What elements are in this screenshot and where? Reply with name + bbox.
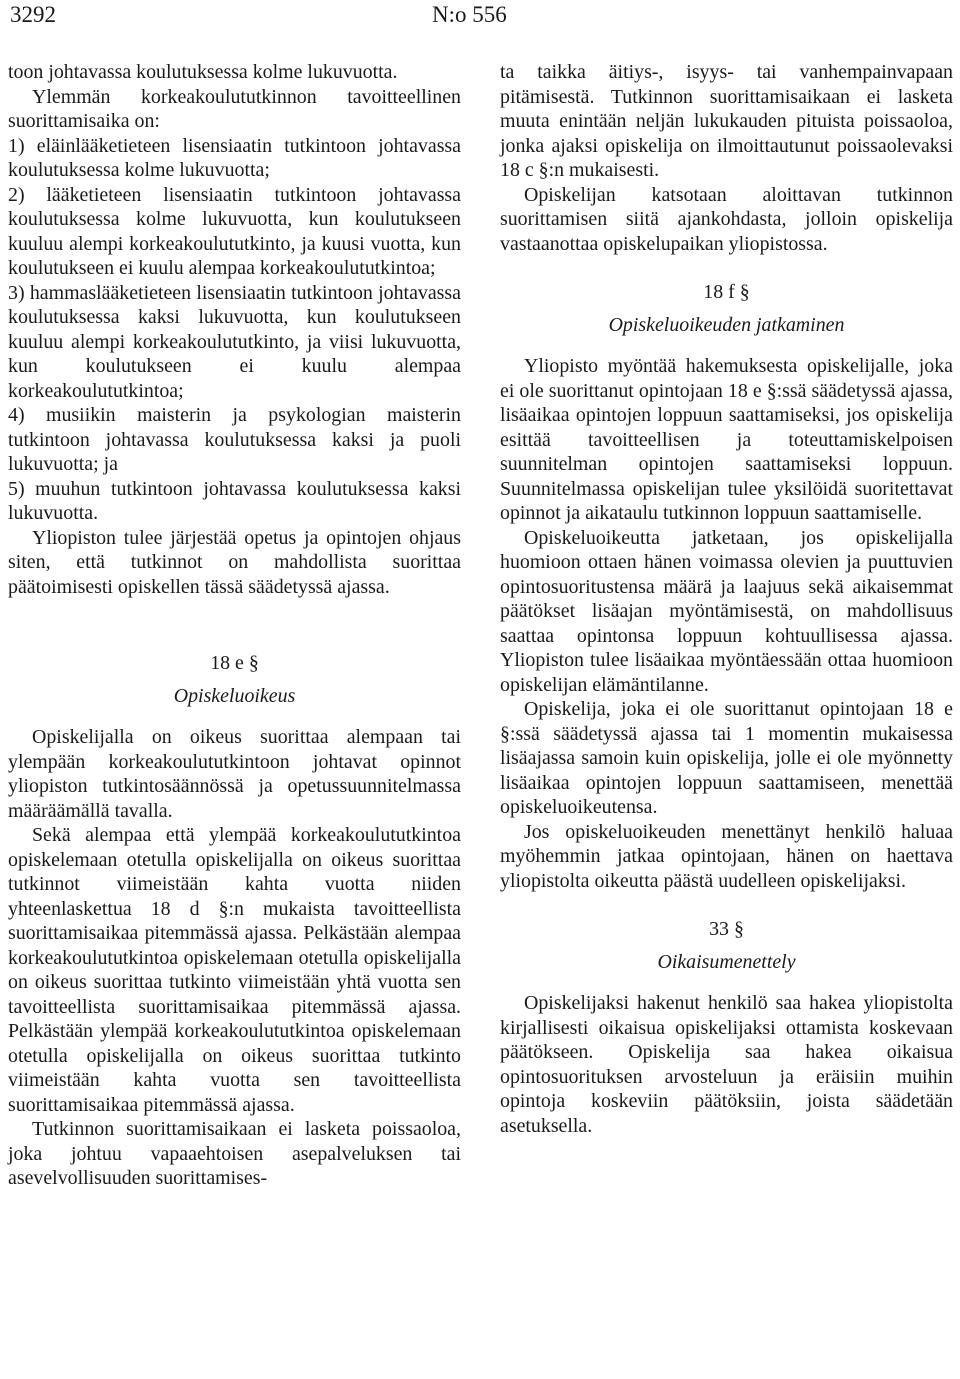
page-number: 3292 xyxy=(10,2,56,27)
paragraph: Ylemmän korkeakoulututkinnon tavoitteellinen suorittamisaika on: xyxy=(8,85,461,132)
paragraph: Opiskelija, joka ei ole suorittanut opintojaan 18 e §:ssä säädetyssä ajassa tai 1 momentin mukaisessa lisäajassa samoin kuin opiskelija, jolle ei ole myönnetty lisäaikaa opintojen loppuun saattamiseen, menettää opiskeluoikeutensa. xyxy=(500,698,953,818)
paragraph: ta taikka äitiys-, isyys- tai vanhempainvapaan pitämisestä. Tutkinnon suorittamisaikaan ei lasketa muuta enintään neljän lukukauden pituista poissaoloa, jonka ajaksi opiskelija on ilmoittautunut poissaolevaksi 18 c §:n mukaisesti. xyxy=(500,61,953,181)
right-column xyxy=(500,60,953,1138)
section-number: 18 e § xyxy=(210,652,259,674)
list-item: 1) eläinlääketieteen lisensiaatin tutkintoon johtavassa koulutuksessa kolme lukuvuotta; xyxy=(8,134,461,181)
section-number: 18 f § xyxy=(703,281,750,303)
list-item: 3) hammaslääketieteen lisensiaatin tutkintoon johtavassa koulutuksessa kaksi lukuvuotta, kun koulutukseen kuuluu alempi korkeakoulututkinto, ja viisi lukuvuotta, kun koulutukseen ei kuulu alempaa korkeakoulututkintoa; xyxy=(8,281,461,402)
page-header xyxy=(0,0,960,40)
paragraph: toon johtavassa koulutuksessa kolme lukuvuotta. xyxy=(8,61,398,83)
paragraph: Opiskelijalla on oikeus suorittaa alempaan tai ylempään korkeakoulututkintoon johtavat opinnot yliopiston tutkintosäännössä ja opetussuunnitelmassa määräämällä tavalla. xyxy=(8,726,461,822)
paragraph: Tutkinnon suorittamisaikaan ei lasketa poissaoloa, joka johtuu vapaaehtoisen asepalveluksen tai asevelvollisuuden suorittamises- xyxy=(8,1118,461,1189)
paragraph: Yliopisto myöntää hakemuksesta opiskelijalle, joka ei ole suorittanut opintojaan 18 e §:ssä säädetyssä ajassa, lisäaikaa opintojen loppuun saattamiseksi, jos opiskelija esittää tavoitteellisen ja toteuttamiskelpoisen suunnitelman opintojen saattamiseksi loppuun. Suunnitelmassa opiskelijan tulee yksilöidä suoritettavat opinnot ja aikataulu tutkinnon loppuun saattamiselle. xyxy=(500,355,953,524)
section-title: Oikaisumenettely xyxy=(657,950,796,973)
paragraph: Sekä alempaa että ylempää korkeakoulututkintoa opiskelemaan otetulla opiskelijalla on oikeus suorittaa tutkinnot viimeistään kahta vuotta niiden yhteenlaskettua 18 d §:n mukaista tavoitteellista suorittamisaikaa pitemmässä ajassa. Pelkästään alempaa korkeakoulututkintoa opiskelemaan otetulla opiskelijalla on oikeus suorittaa tutkinto viimeistään yhtä vuotta sen tavoitteellista suorittamisaikaa pitemmässä ajassa. Pelkästään ylempää korkeakoulututkintoa opiskelemaan otetulla opiskelijalla on oikeus suorittaa tutkinto viimeistään kahta vuotta sen tavoitteellista suorittamisaikaa pitemmässä ajassa. xyxy=(8,824,461,1116)
list-item: 4) musiikin maisterin ja psykologian maisterin tutkintoon johtavassa koulutuksessa kaksi ja puoli lukuvuotta; ja xyxy=(8,404,461,475)
section-title: Opiskeluoikeus xyxy=(173,684,296,707)
paragraph: Opiskeluoikeutta jatketaan, jos opiskelijalla huomioon ottaen hänen voimassa olevien ja puuttuvien opintosuoritustensa määrä ja laajuus sekä aikaisemmat päätökset lisäajan myöntämisestä, on mahdollisuus saattaa opintonsa loppuun kohtuullisessa ajassa. Yliopiston tulee lisäaikaa myöntäessään ottaa huomioon opiskelijan elämäntilanne. xyxy=(500,526,953,696)
paragraph: Opiskelijan katsotaan aloittavan tutkinnon suorittamisen siitä ajankohdasta, jolloin opiskelija vastaanottaa opiskelupaikan yliopistossa. xyxy=(500,183,953,255)
list-item: 2) lääketieteen lisensiaatin tutkintoon johtavassa koulutuksessa kolme lukuvuotta, kun koulutukseen kuuluu alempi korkeakoulututkinto, ja kuusi vuotta, kun koulutukseen ei kuulu alempaa korkeakoulututkintoa; xyxy=(8,183,461,279)
document-number: N:o 556 xyxy=(432,2,507,27)
paragraph: Opiskelijaksi hakenut henkilö saa hakea yliopistolta kirjallisesti oikaisua opiskelijaksi ottamista koskevaan päätökseen. Opiskelija saa hakea oikaisua opintosuorituksen arvosteluun ja eräisiin muihin opintoja koskeviin päätöksiin, joista säädetään asetuksella. xyxy=(500,992,953,1137)
section-title: Opiskeluoikeuden jatkaminen xyxy=(608,313,845,336)
paragraph: Jos opiskeluoikeuden menettänyt henkilö haluaa myöhemmin jatkaa opintojaan, hänen on haettava yliopistolta oikeutta päästä uudelleen opiskelijaksi. xyxy=(500,820,953,892)
left-column xyxy=(8,60,461,1191)
list-item: 5) muuhun tutkintoon johtavassa koulutuksessa kaksi lukuvuotta. xyxy=(8,477,461,524)
section-number: 33 § xyxy=(709,918,744,940)
paragraph: Yliopiston tulee järjestää opetus ja opintojen ohjaus siten, että tutkinnot on mahdollista suorittaa päätoimisesti opiskellen tässä säädetyssä ajassa. xyxy=(8,526,461,598)
